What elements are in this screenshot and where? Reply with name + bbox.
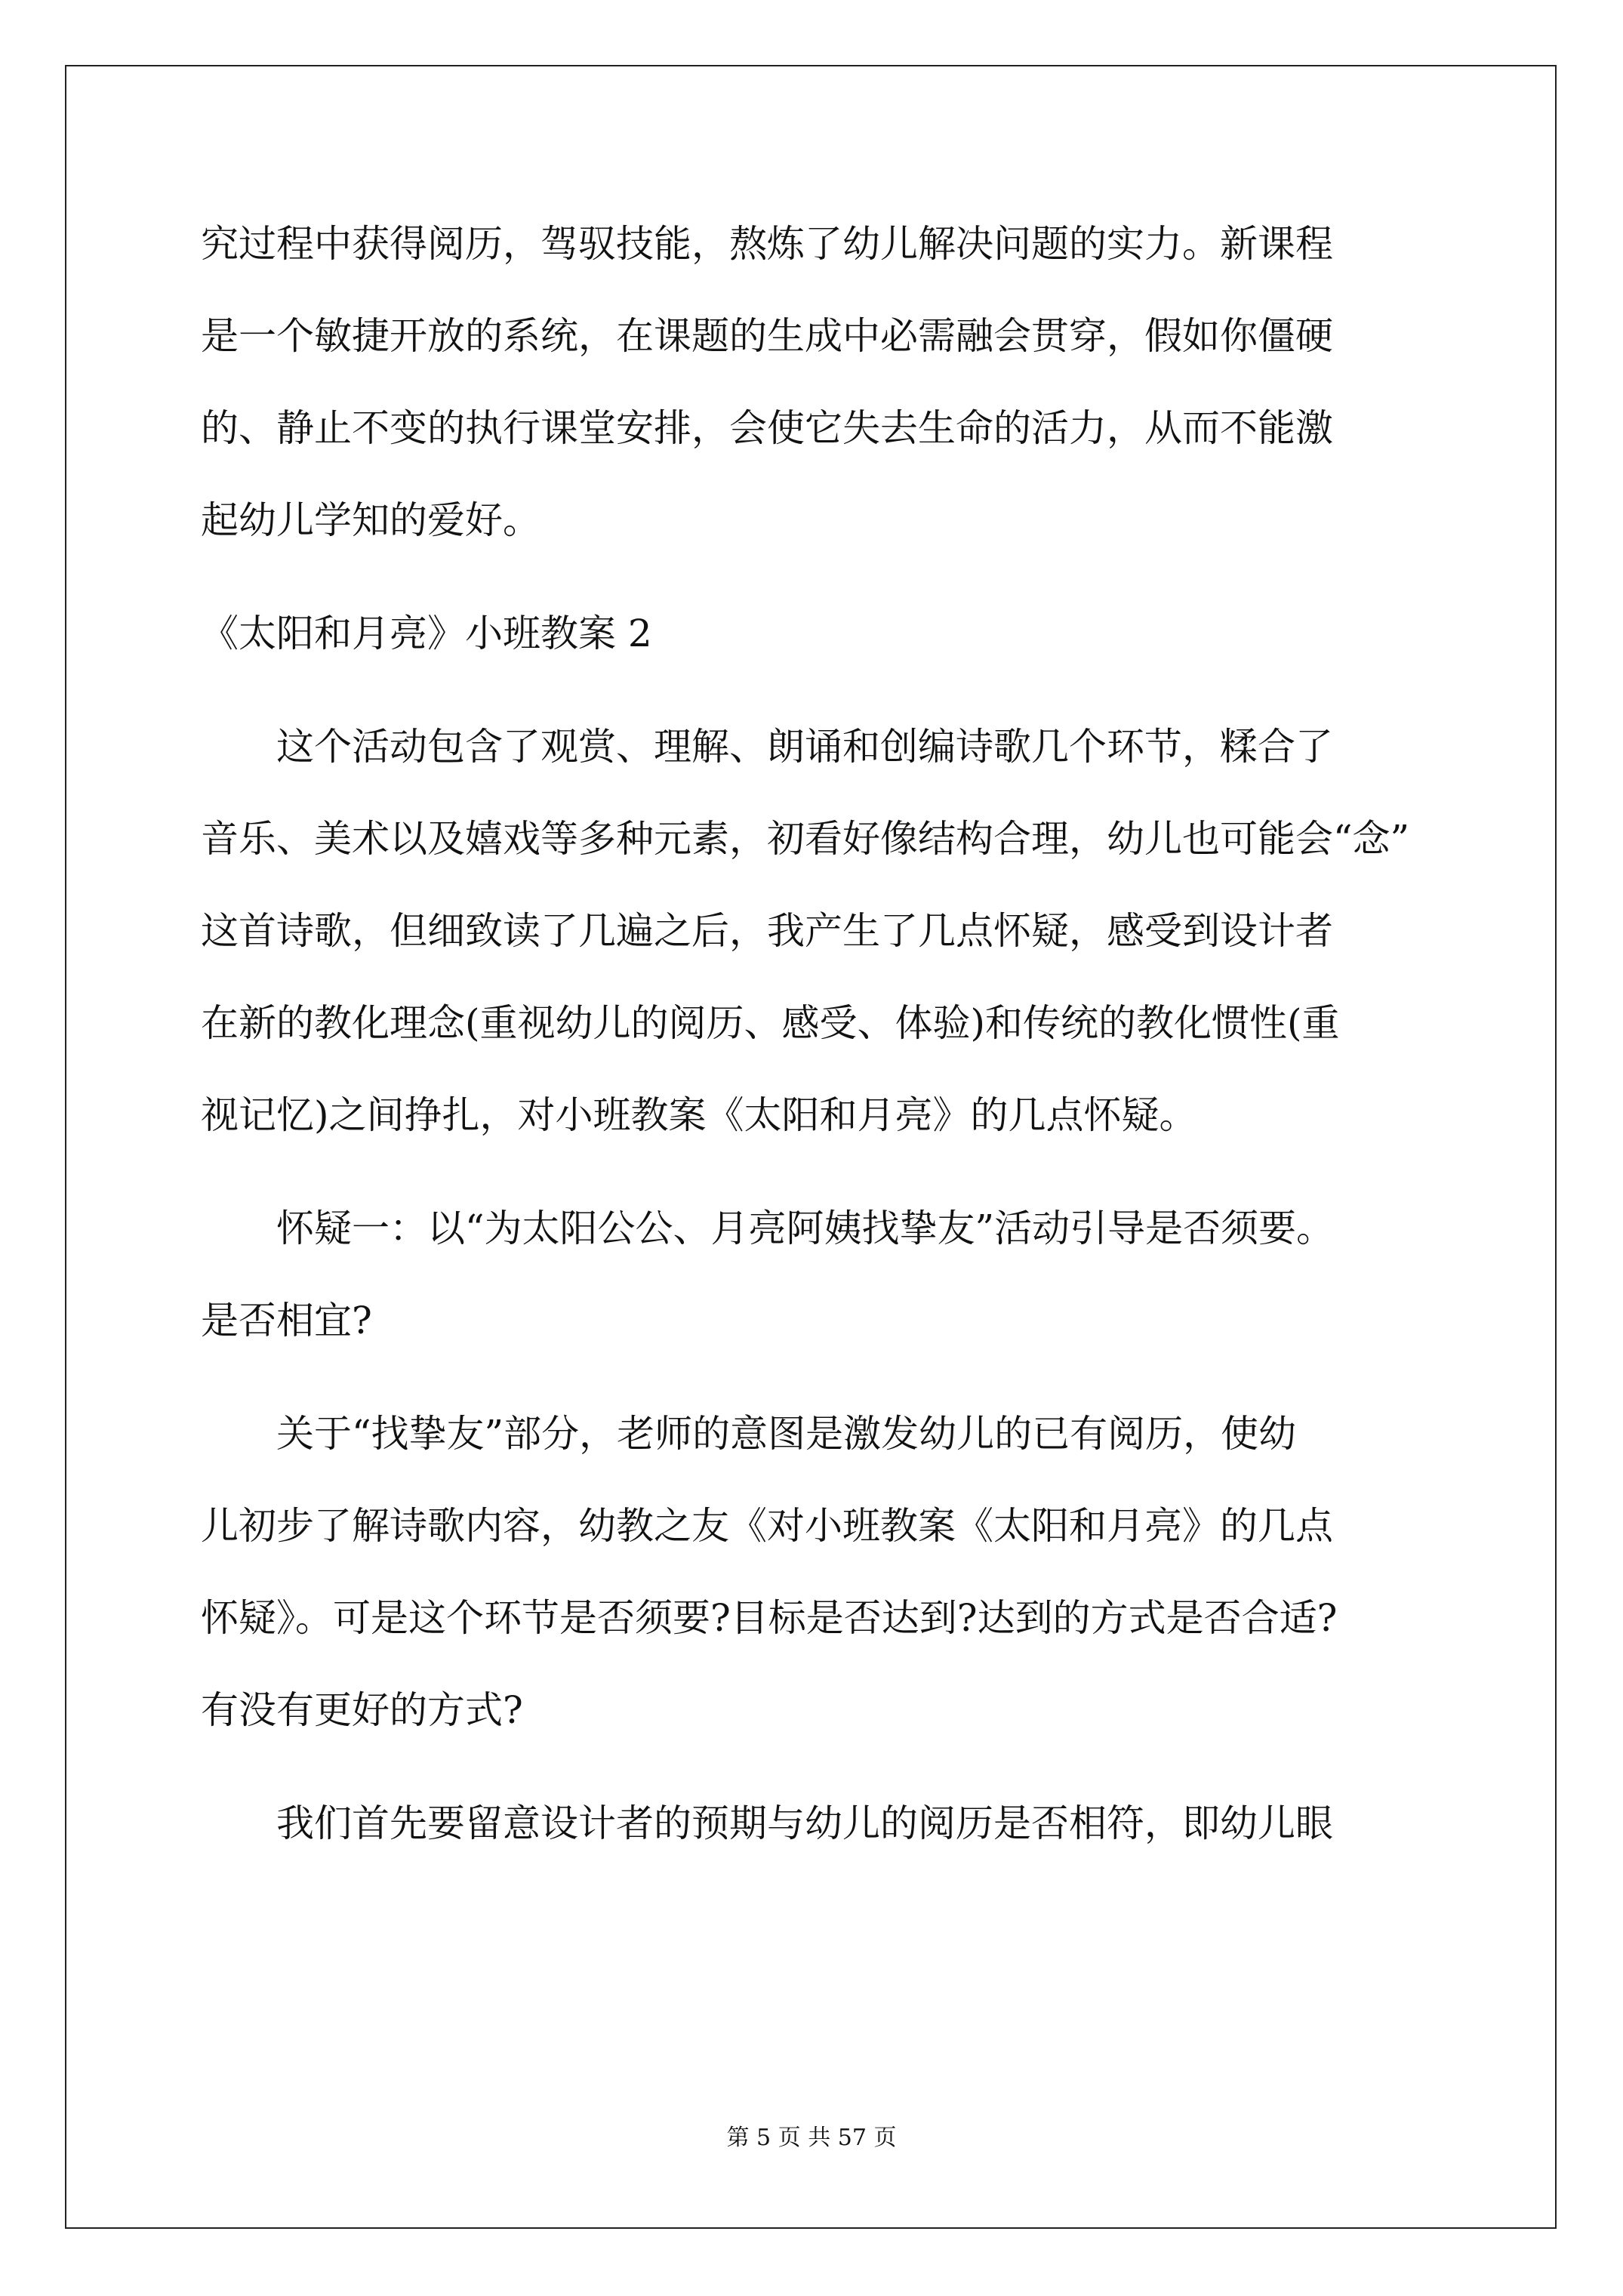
text-line: 起幼儿学知的爱好。: [201, 498, 540, 542]
text-line: 这首诗歌，但细致读了几遍之后，我产生了几点怀疑，感受到设计者: [201, 909, 1333, 953]
text-line: 视记忆)之间挣扎，对小班教案《太阳和月亮》的几点怀疑。: [201, 1093, 1197, 1137]
text-line: 有没有更好的方式?: [201, 1688, 523, 1732]
paragraph: [201, 1182, 1439, 1367]
paragraph: [201, 1388, 1439, 1756]
text-line: 音乐、美术以及嬉戏等多种元素，初看好像结构合理，幼儿也可能会“念”: [201, 817, 1410, 861]
text-line: 究过程中获得阅历，驾驭技能，熬炼了幼儿解决问题的实力。新课程: [201, 222, 1333, 266]
paragraph: [201, 701, 1439, 1161]
document-body: [201, 198, 1439, 1869]
paragraph: [201, 1777, 1439, 1869]
page-footer: 第 5 页 共 57 页: [726, 2125, 897, 2151]
text-line: 是否相宜?: [201, 1299, 372, 1342]
text-line: 《太阳和月亮》小班教案 2: [201, 612, 652, 655]
text-line: 儿初步了解诗歌内容，幼教之友《对小班教案《太阳和月亮》的几点: [201, 1504, 1333, 1548]
text-line: 我们首先要留意设计者的预期与幼儿的阅历是否相符，即幼儿眼: [276, 1801, 1333, 1845]
text-line: 怀疑》。可是这个环节是否须要?目标是否达到?达到的方式是否合适?: [201, 1596, 1338, 1640]
paragraph: [201, 587, 1439, 680]
text-line: 怀疑一：以“为太阳公公、月亮阿姨找挚友”活动引导是否须要。: [276, 1207, 1335, 1250]
text-line: 在新的教化理念(重视幼儿的阅历、感受、体验)和传统的教化惯性(重: [201, 1001, 1340, 1045]
text-line: 关于“找挚友”部分，老师的意图是激发幼儿的已有阅历，使幼: [276, 1412, 1297, 1456]
text-line: 的、静止不变的执行课堂安排，会使它失去生命的活力，从而不能激: [201, 406, 1333, 450]
text-line: 是一个敏捷开放的系统，在课题的生成中必需融会贯穿，假如你僵硬: [201, 314, 1333, 358]
text-line: 这个活动包含了观赏、理解、朗诵和创编诗歌几个环节，糅合了: [276, 725, 1333, 769]
paragraph: [201, 198, 1439, 566]
